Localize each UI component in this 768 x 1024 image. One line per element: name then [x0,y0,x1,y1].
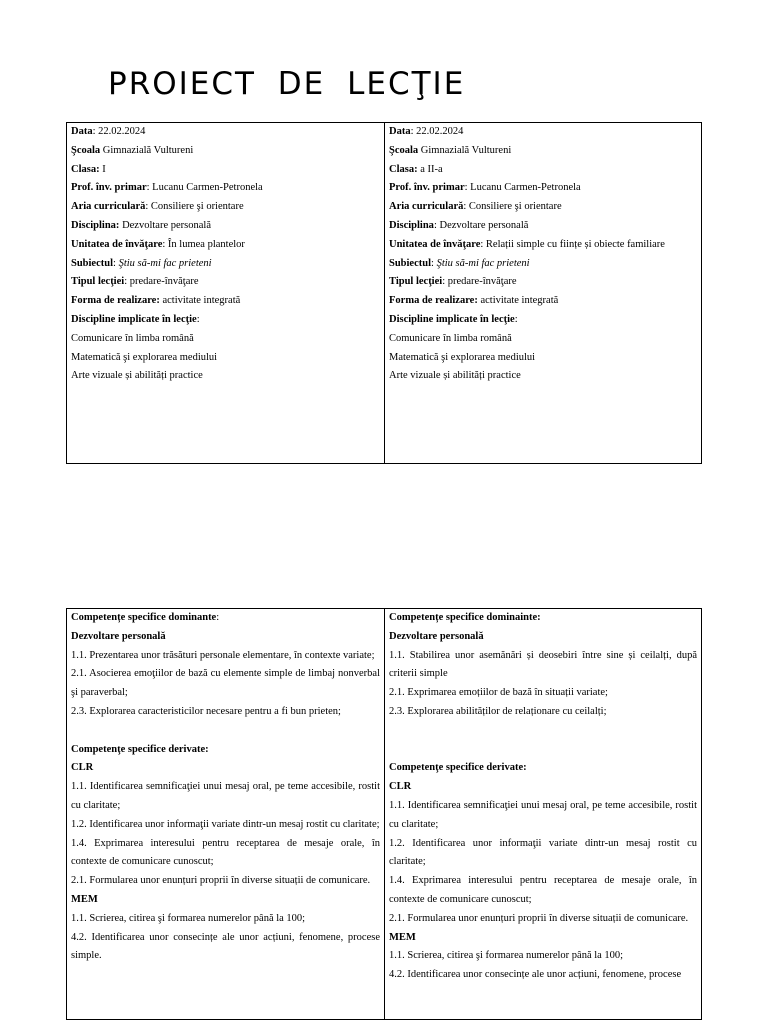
date-label: Data [389,126,411,137]
discipline-label: Disciplina [389,219,434,231]
class-label: Clasa: [71,163,100,175]
teacher-line [71,179,380,198]
competences-heading-colon: : [216,612,220,623]
derived-item: 2.1. Formularea unor enunțuri proprii în diverse situații de comunicare. [71,875,371,887]
type-line [71,273,380,292]
type-label: Tipul lecţiei [389,276,443,288]
competence-item: 2.3. Explorarea caracteristicilor necesare pentru a fi bun prieten; [71,705,341,717]
school-label: Şcoala [389,144,419,156]
subject-label: Subiectul [71,257,114,269]
discipline-value: : Dezvoltare personală [433,219,529,231]
derived-item: 1.2. Identificarea unor informaţii variate dintr-un mesaj rostit cu claritate; [71,818,380,830]
discipline-line [71,217,380,236]
lesson-info-table [66,122,702,464]
disciplines-label: Discipline implicate în lecţie [71,313,197,325]
form-label: Forma de realizare: [71,295,160,307]
competences-table [66,608,702,1020]
competence-item: 2.3. Explorarea abilităților de relaționare cu ceilalți; [389,705,607,717]
derived-item: 1.2. Identificarea unor informaţii variate dintr-un mesaj rostit cu claritate; [389,837,697,868]
unit-label: Unitatea de învăţare [71,238,163,250]
area-value: : Consiliere şi orientare [463,201,562,213]
discipline-item: Matematică şi explorarea mediului [71,351,218,363]
type-label: Tipul lecţiei [71,276,125,288]
spacer [389,741,697,760]
area-line [71,198,380,217]
class-line [71,161,380,180]
class-label: Clasa: [389,163,418,175]
competences-left [67,609,385,1020]
area-label: Aria curriculară [71,201,146,213]
teacher-label: Prof. înv. primar [389,182,465,194]
mem-heading: MEM [71,893,98,905]
class-value: a II-a [417,163,443,175]
competences-heading: Competențe specifice dominainte: [389,612,541,623]
teacher-value: : Lucanu Carmen-Petronela [146,182,263,194]
discipline-line [389,217,697,236]
derived-item: 1.4. Exprimarea interesului pentru receptarea de mesaje orale, în contexte de comunicare cunoscut; [71,837,380,868]
section-heading: Dezvoltare personală [389,630,484,642]
competences-right [385,609,702,1020]
area-label: Aria curriculară [389,201,464,213]
unit-line [71,236,380,255]
discipline-item: Comunicare în limba română [71,332,194,344]
derived-item: 1.1. Identificarea semnificaţiei unui mesaj oral, pe teme accesibile, rostit cu claritate; [71,781,380,811]
competence-item: 2.1. Asocierea emoţiilor de bază cu elemente simple de limbaj nonverbal şi paraverbal; [71,668,380,699]
discipline-item: Arte vizuale și abilități practice [71,370,203,382]
disciplines-line [71,311,380,330]
unit-value: : Relații simple cu ființe și obiecte familiare [480,238,665,250]
date-value: : 22.02.2024 [410,126,464,137]
subject-label: Subiectul [389,257,432,269]
discipline-label: Disciplina: [71,219,120,231]
unit-value: : În lumea plantelor [162,238,245,250]
teacher-line [389,179,697,198]
disciplines-line [389,311,697,330]
lesson-info-right [385,123,702,464]
derived-item: 2.1. Formularea unor enunțuri proprii în diverse situații de comunicare. [389,912,689,924]
derived-heading: Competenţe specifice derivate: [71,743,209,755]
discipline-item: Comunicare în limba română [389,332,512,344]
mem-item: 4.2. Identificarea unor consecințe ale unor acțiuni, fenomene, procese simple. [71,931,380,962]
derived-heading: Competenţe specifice derivate: [389,762,527,774]
disciplines-colon: : [196,313,200,325]
school-value: Gimnazială Vultureni [100,144,194,156]
subject-line [389,255,697,274]
form-line [71,292,380,311]
form-value: activitate integrată [159,295,241,307]
disciplines-label: Discipline implicate în lecţie [389,313,515,325]
date-line [71,123,380,142]
area-value: : Consiliere şi orientare [145,201,244,213]
subject-value: Ştiu să-mi fac prieteni [118,257,212,269]
unit-label: Unitatea de învăţare [389,238,481,250]
class-value: I [99,163,106,175]
mem-item: 1.1. Scrierea, citirea şi formarea numerelor până la 100; [71,912,306,924]
derived-item: 1.1. Identificarea semnificaţiei unui mesaj oral, pe teme accesibile, rostit cu claritate; [389,799,697,830]
date-label: Data [71,126,93,137]
mem-item: 1.1. Scrierea, citirea şi formarea numerelor până la 100; [389,950,624,962]
school-line [71,142,380,161]
date-line [389,123,697,142]
form-line [389,292,697,311]
school-label: Şcoala [71,144,101,156]
school-line [389,142,697,161]
section-heading: Dezvoltare personală [71,630,166,642]
subject-line [71,255,380,274]
type-value: : predare-învăţare [124,276,199,288]
competences-heading-label: Competențe specifice dominante [71,612,217,623]
lesson-info-left [67,123,385,464]
discipline-item: Matematică şi explorarea mediului [389,351,536,363]
teacher-label: Prof. înv. primar [71,182,147,194]
discipline-item: Arte vizuale și abilități practice [389,370,521,382]
clr-heading: CLR [71,762,94,774]
type-line [389,273,697,292]
discipline-value: Dezvoltare personală [119,219,211,231]
clr-heading: CLR [389,781,412,793]
teacher-value: : Lucanu Carmen-Petronela [464,182,581,194]
competence-item: 2.1. Exprimarea emoțiilor de bază în situații variate; [389,687,608,699]
form-label: Forma de realizare: [389,295,478,307]
type-value: : predare-învăţare [442,276,517,288]
form-value: activitate integrată [477,295,559,307]
subject-sep: : [431,257,437,269]
page-title: PROIECT DE LECŢIE [108,66,466,102]
unit-line [389,236,697,255]
spacer [71,722,380,741]
class-line [389,161,697,180]
area-line [389,198,697,217]
mem-item: 4.2. Identificarea unor consecințe ale unor acțiuni, fenomene, procese [389,969,682,981]
competence-item: 1.1. Prezentarea unor trăsături personale elementare, în contexte variate; [71,649,375,661]
competence-item: 1.1. Stabilirea unor asemănări și deosebiri între sine și ceilalți, după criterii simple [389,649,697,680]
competences-heading [71,609,380,628]
mem-heading: MEM [389,931,416,943]
date-value: : 22.02.2024 [92,126,146,137]
subject-sep: : [113,257,119,269]
school-value: Gimnazială Vultureni [418,144,512,156]
spacer [389,722,697,741]
subject-value: Ştiu să-mi fac prieteni [436,257,530,269]
derived-item: 1.4. Exprimarea interesului pentru receptarea de mesaje orale, în contexte de comunicare cunoscut; [389,875,697,905]
disciplines-colon: : [514,313,518,325]
